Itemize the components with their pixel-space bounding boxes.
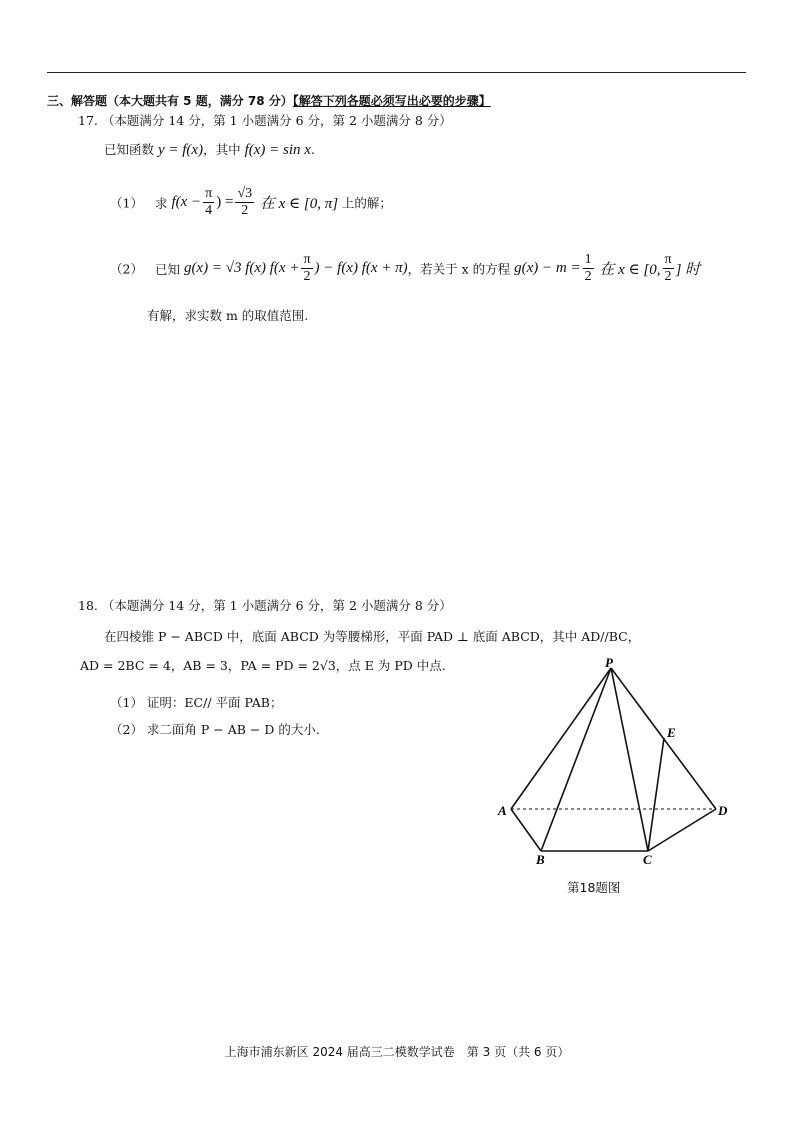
label-A: A bbox=[498, 803, 507, 818]
label-D: D bbox=[718, 803, 728, 818]
q18-part1: （1） 证明：EC// 平面 PAB； bbox=[110, 695, 283, 710]
q18-part2: （2） 求二面角 P − AB − D 的大小. bbox=[110, 722, 320, 737]
q17-part2-continued: 有解，求实数 m 的取值范围. bbox=[147, 308, 309, 323]
q18-line2: AD = 2BC = 4，AB = 3，PA = PD = 2√3，点 E 为 PD 中点. bbox=[80, 658, 446, 673]
edge-PC bbox=[611, 668, 648, 851]
q18-line1: 在四棱锥 P − ABCD 中，底面 ABCD 为等腰梯形，平面 PAD ⊥ 底面 ABCD，其中 AD//BC， bbox=[104, 629, 641, 644]
figure-caption: 第18题图 bbox=[567, 880, 621, 895]
section-instruction: 【解答下列各题必须写出必要的步骤】 bbox=[292, 94, 491, 108]
edge-CD bbox=[648, 809, 716, 851]
q17-part1: （1） 求 f(x − $\frac{\pi}{4}$ ) = $\frac{√3}{2}$ 在 x ∈ [0, π] 上的解； bbox=[110, 186, 392, 218]
edge-AB bbox=[511, 809, 541, 851]
section-heading: 三、解答题（本大题共有 5 题，满分 78 分）【解答下列各题必须写出必要的步骤】 bbox=[47, 94, 491, 108]
label-C: C bbox=[643, 852, 652, 867]
q18-header: 18. （本题满分 14 分，第 1 小题满分 6 分，第 2 小题满分 8 分） bbox=[78, 598, 452, 613]
q17-part2-domain-fraction: $\frac{\pi}{2}$ bbox=[664, 252, 672, 284]
edge-PA bbox=[511, 668, 611, 809]
label-B: B bbox=[536, 852, 545, 867]
q17-part1-rhs: $\frac{√3}{2}$ bbox=[237, 186, 253, 218]
q17-part2-rhs: $\frac{1}{2}$ bbox=[584, 252, 592, 284]
q17-intro: 已知函数 y = f(x)，其中 f(x) = sin x. bbox=[104, 142, 315, 158]
pyramid-edges bbox=[511, 668, 716, 851]
page-footer: 上海市浦东新区 2024 届高三二模数学试卷 第 3 页（共 6 页） bbox=[224, 1045, 570, 1059]
q17-header: 17. （本题满分 14 分，第 1 小题满分 6 分，第 2 小题满分 8 分） bbox=[78, 113, 452, 128]
q17-part1-fraction: $\frac{\pi}{4}$ bbox=[205, 186, 213, 218]
label-P: P bbox=[605, 655, 613, 670]
edge-PB bbox=[541, 668, 611, 851]
edge-EC bbox=[648, 738, 664, 851]
q17-part2: （2） 已知 g(x) = √3 f(x) f(x + $\frac{\pi}{2}$ ) − f(x) f(x + π)，若关于 x 的方程 g(x) − m = $\frac{1}{2}$ 在 x ∈ [0, $\frac{\pi}{2}$ ] 时 bbox=[110, 252, 701, 284]
q17-part2-fraction1: $\frac{\pi}{2}$ bbox=[303, 252, 311, 284]
label-E: E bbox=[667, 725, 676, 740]
